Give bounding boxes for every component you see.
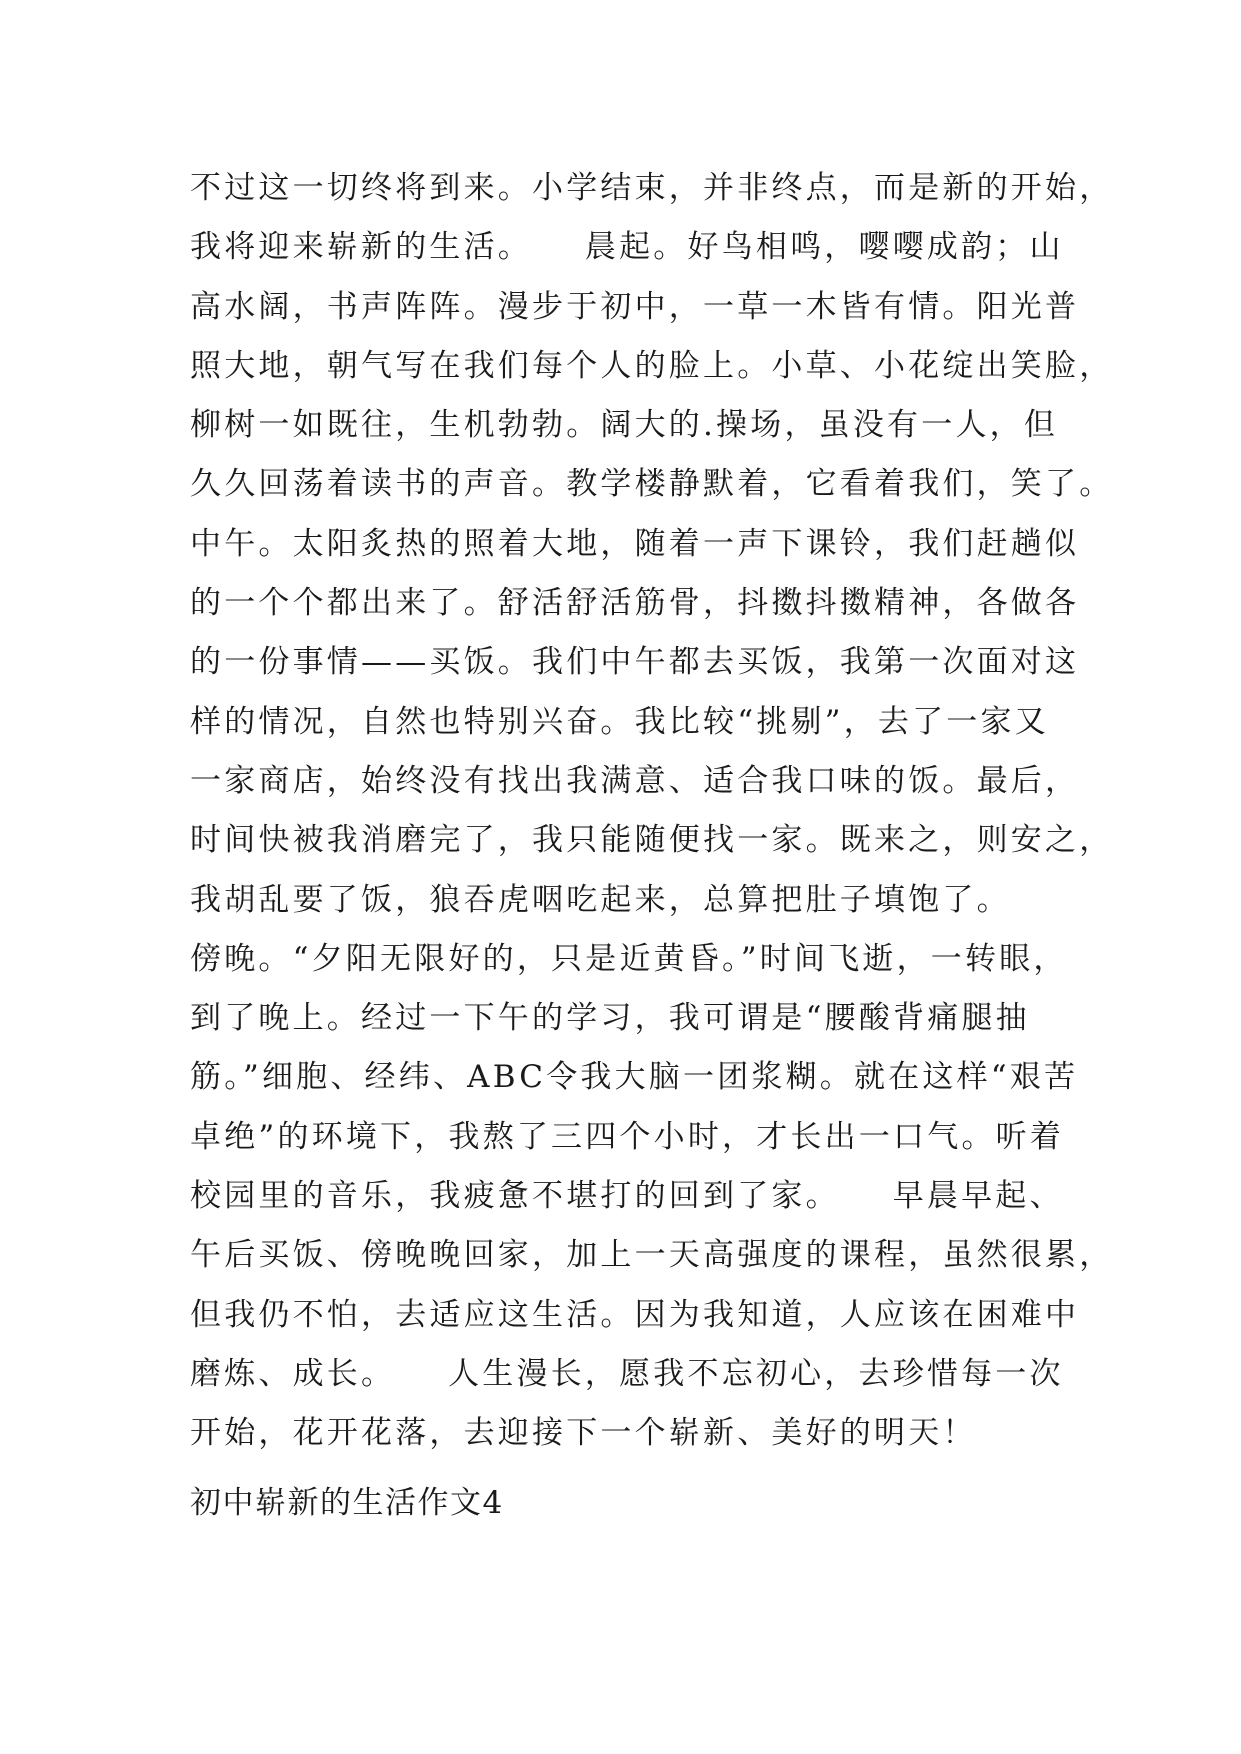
text-line: 到了晚上。经过一下午的学习，我可谓是“腰酸背痛腿抽 [190, 1000, 1030, 1037]
text-line: 久久回荡着读书的声音。教学楼静默着，它看着我们，笑了。 [190, 466, 1114, 503]
text-line: 但我仍不怕，去适应这生活。因为我知道，人应该在困难中 [190, 1296, 1080, 1333]
text-line: 我胡乱要了饭，狼吞虎咽吃起来，总算把肚子填饱了。 [190, 881, 1011, 918]
text-line: 高水阔，书声阵阵。漫步于初中，一草一木皆有情。阳光普 [190, 288, 1080, 325]
section-heading: 初中崭新的生活作文4 [190, 1485, 504, 1521]
text-line: 一家商店，始终没有找出我满意、适合我口味的饭。最后， [190, 762, 1080, 799]
text-line: 柳树一如既往，生机勃勃。阔大的.操场，虽没有一人，但 [190, 407, 1059, 444]
text-line: 不过这一切终将到来。小学结束，并非终点，而是新的开始， [190, 170, 1114, 206]
text-line: 的一个个都出来了。舒活舒活筋骨，抖擞抖擞精神，各做各 [190, 585, 1080, 622]
text-line: 磨炼、成长。 人生漫长，愿我不忘初心，去珍惜每一次 [190, 1355, 1064, 1392]
text-line: 午后买饭、傍晚晚回家，加上一天高强度的课程，虽然很累， [190, 1237, 1114, 1274]
text-line: 照大地，朝气写在我们每个人的脸上。小草、小花绽出笑脸， [190, 347, 1114, 384]
text-line: 中午。太阳炙热的照着大地，随着一声下课铃，我们赶趟似 [190, 525, 1080, 562]
text-line: 时间快被我消磨完了，我只能随便找一家。既来之，则安之， [190, 822, 1114, 859]
text-line: 校园里的音乐，我疲惫不堪打的回到了家。 早晨早起、 [190, 1178, 1064, 1215]
text-line: 筋。”细胞、经纬、ABC令我大脑一团浆糊。就在这样“艰苦 [190, 1059, 1079, 1096]
text-line: 我将迎来崭新的生活。 晨起。好鸟相鸣，嘤嘤成韵；山 [190, 229, 1064, 266]
text-line: 开始，花开花落，去迎接下一个崭新、美好的明天！ [190, 1415, 977, 1452]
text-line: 卓绝”的环境下，我熬了三四个小时，才长出一口气。听着 [190, 1118, 1065, 1155]
text-line: 傍晚。“夕阳无限好的，只是近黄昏。”时间飞逝，一转眼， [190, 940, 1068, 977]
essay-body [190, 159, 1114, 1464]
text-line: 样的情况，自然也特别兴奋。我比较“挑剔”，去了一家又 [190, 703, 1049, 740]
text-line: 的一份事情——买饭。我们中午都去买饭，我第一次面对这 [190, 644, 1080, 681]
